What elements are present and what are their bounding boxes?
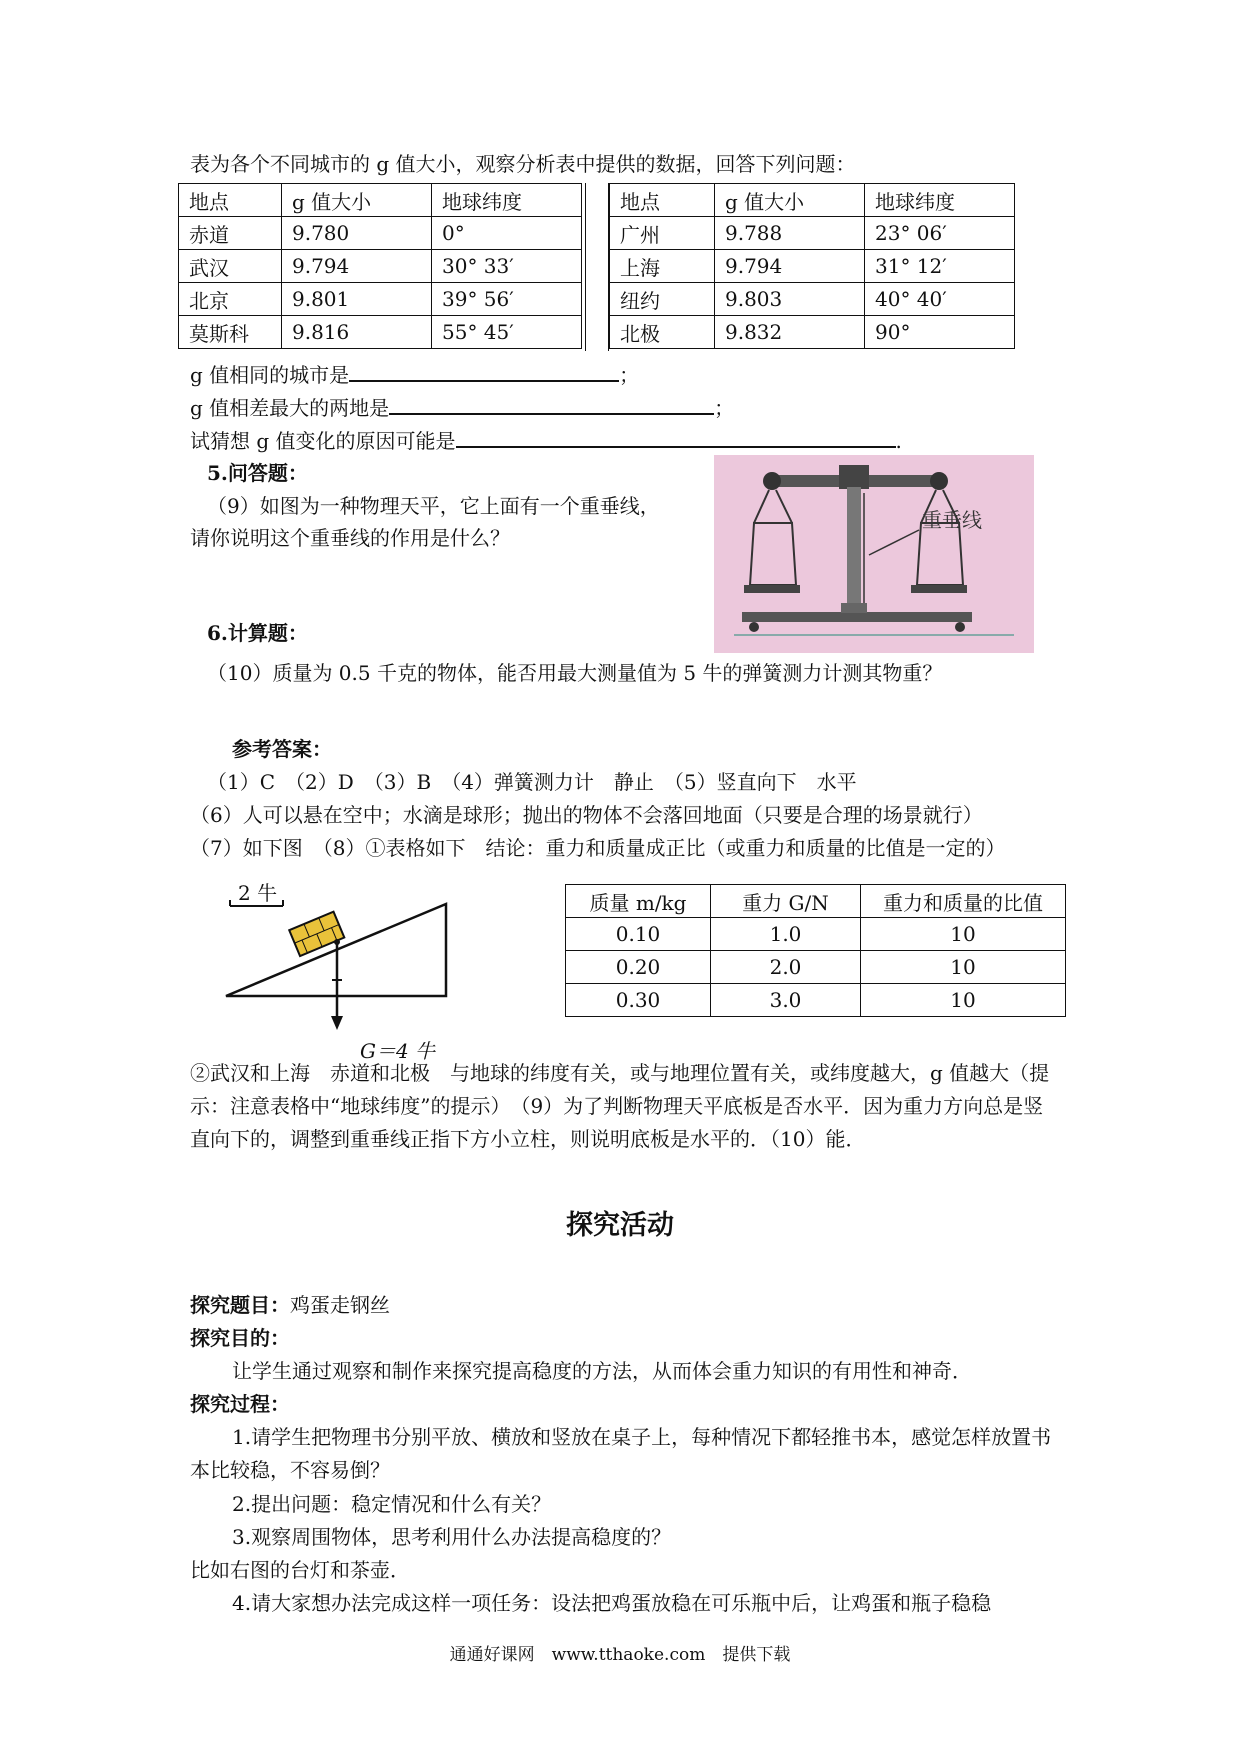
table-row [566, 951, 1066, 984]
table-cell: 9.794 [715, 250, 865, 283]
table-cell: 0.10 [566, 918, 711, 951]
table-divider [585, 183, 609, 351]
answers-heading: 参考答案： [232, 737, 332, 761]
table-cell: 10 [861, 984, 1066, 1017]
table-header-cell: 地球纬度 [432, 184, 582, 217]
question-text: g 值相同的城市是 [190, 363, 350, 387]
table-cell: 10 [861, 918, 1066, 951]
section-5-heading: 5.问答题： [207, 461, 308, 485]
table-cell: 1.0 [711, 918, 861, 951]
table-cell: 0.30 [566, 984, 711, 1017]
table-cell: 莫斯科 [179, 316, 282, 349]
table-row [179, 283, 582, 316]
activity-topic [190, 1291, 1070, 1319]
footer-credit: 通通好课网 www.tthaoke.com 提供下载 [449, 1645, 791, 1665]
force-label: G＝4 牛 [360, 1039, 436, 1063]
table-header-cell: 地点 [179, 184, 282, 217]
table-cell: 3.0 [711, 984, 861, 1017]
process-label: 探究过程： [190, 1392, 290, 1416]
table-cell: 广州 [610, 217, 715, 250]
question-g-cause [190, 424, 1070, 455]
table-header-cell: g 值大小 [715, 184, 865, 217]
plumb-line-label: 重垂线 [922, 508, 982, 532]
table-cell: 上海 [610, 250, 715, 283]
question-punct: ； [619, 363, 640, 387]
section-6-heading: 6.计算题： [207, 621, 308, 645]
step-1: 1.请学生把物理书分别平放、横放和竖放在桌子上，每种情况下都轻推书本，感觉怎样放置书本比较稳，不容易倒？ [190, 1425, 1052, 1482]
table-cell: 9.801 [282, 283, 432, 316]
table-cell: 9.794 [282, 250, 432, 283]
table-cell: 30° 33′ [432, 250, 582, 283]
table-cell: 23° 06′ [865, 217, 1015, 250]
table-header-cell: 重力和质量的比值 [861, 885, 1066, 918]
step-2: 2.提出问题：稳定情况和什么有关？ [232, 1492, 552, 1516]
question-punct: ； [714, 396, 735, 420]
question-same-g [190, 358, 1070, 389]
table-row [179, 250, 582, 283]
topic-text: 鸡蛋走钢丝 [290, 1293, 390, 1317]
table-cell: 纽约 [610, 283, 715, 316]
answers-line-3: （7）如下图 （8）①表格如下 结论：重力和质量成正比（或重力和质量的比值是一定的） [190, 836, 1006, 860]
intro-text: 表为各个不同城市的 g 值大小，观察分析表中提供的数据，回答下列问题： [190, 152, 856, 176]
table-header-cell: g 值大小 [282, 184, 432, 217]
table-cell: 0.20 [566, 951, 711, 984]
table-cell: 31° 12′ [865, 250, 1015, 283]
table-row [566, 918, 1066, 951]
section-5-question: （9）如图为一种物理天平，它上面有一个重垂线， [207, 494, 660, 518]
question-max-diff [190, 391, 1070, 422]
table-header-cell: 质量 m/kg [566, 885, 711, 918]
table-row [179, 217, 582, 250]
table-row [179, 316, 582, 349]
table-row [566, 984, 1066, 1017]
table-cell: 北极 [610, 316, 715, 349]
table-row [610, 250, 1015, 283]
table-cell: 9.816 [282, 316, 432, 349]
step-3: 3.观察周围物体，思考利用什么办法提高稳度的？ [232, 1525, 672, 1549]
table-cell: 武汉 [179, 250, 282, 283]
table-cell: 9.780 [282, 217, 432, 250]
table-header-row [610, 184, 1015, 217]
answers-line-1: （1）C （2）D （3）B （4）弹簧测力计 静止 （5）竖直向下 水平 [207, 770, 857, 794]
answers-line-2: （6）人可以悬在空中；水滴是球形；抛出的物体不会落回地面（只要是合理的场景就行） [190, 803, 983, 827]
incline-force-diagram [220, 880, 470, 1070]
table-cell: 0° [432, 217, 582, 250]
g-table-left [178, 183, 582, 349]
table-cell: 9.803 [715, 283, 865, 316]
answers-paragraph: ②武汉和上海 赤道和北极 与地球的纬度有关，或与地理位置有关，或纬度越大，g 值越大（提示：注意表格中“地球纬度”的提示） （9）为了判断物理天平底板是否水平．因为重力方向总是竖直向下的，调整到重垂线正指下方小立柱，则说明底板是水平的．（10）能． [190, 1061, 1050, 1151]
answer-blank[interactable] [389, 391, 714, 415]
question-text: 试猜想 g 值变化的原因可能是 [190, 429, 456, 453]
goal-label: 探究目的： [190, 1326, 290, 1350]
table-row [610, 217, 1015, 250]
table-row [610, 316, 1015, 349]
table-cell: 55° 45′ [432, 316, 582, 349]
table-cell: 9.832 [715, 316, 865, 349]
table-header-cell: 地点 [610, 184, 715, 217]
table-header-cell: 重力 G/N [711, 885, 861, 918]
table-cell: 赤道 [179, 217, 282, 250]
scale-label: 2 牛 [238, 881, 278, 905]
table-cell: 40° 40′ [865, 283, 1015, 316]
table-row [610, 283, 1015, 316]
section-5-question-cont: 请你说明这个重垂线的作用是什么？ [190, 526, 510, 550]
question-text: g 值相差最大的两地是 [190, 396, 390, 420]
answer-blank[interactable] [456, 424, 896, 448]
table-cell: 39° 56′ [432, 283, 582, 316]
table-cell: 9.788 [715, 217, 865, 250]
table-header-row [566, 885, 1066, 918]
table-cell: 北京 [179, 283, 282, 316]
table-cell: 90° [865, 316, 1015, 349]
activity-title: 探究活动 [566, 1210, 674, 1241]
goal-text: 让学生通过观察和制作来探究提高稳度的方法，从而体会重力知识的有用性和神奇． [232, 1359, 972, 1383]
answer-blank[interactable] [349, 358, 619, 382]
table-header-cell: 地球纬度 [865, 184, 1015, 217]
step-4: 4.请大家想办法完成这样一项任务：设法把鸡蛋放稳在可乐瓶中后，让鸡蛋和瓶子稳稳 [232, 1591, 992, 1615]
table-header-row [179, 184, 582, 217]
mass-weight-table [565, 884, 1066, 1017]
step-3-example: 比如右图的台灯和茶壶． [190, 1558, 410, 1582]
section-6-question: （10）质量为 0.5 千克的物体，能否用最大测量值为 5 牛的弹簧测力计测其物重？ [207, 661, 943, 685]
question-punct: . [895, 429, 902, 453]
table-cell: 10 [861, 951, 1066, 984]
g-table-right [609, 183, 1015, 349]
table-cell: 2.0 [711, 951, 861, 984]
topic-label: 探究题目： [190, 1293, 290, 1317]
